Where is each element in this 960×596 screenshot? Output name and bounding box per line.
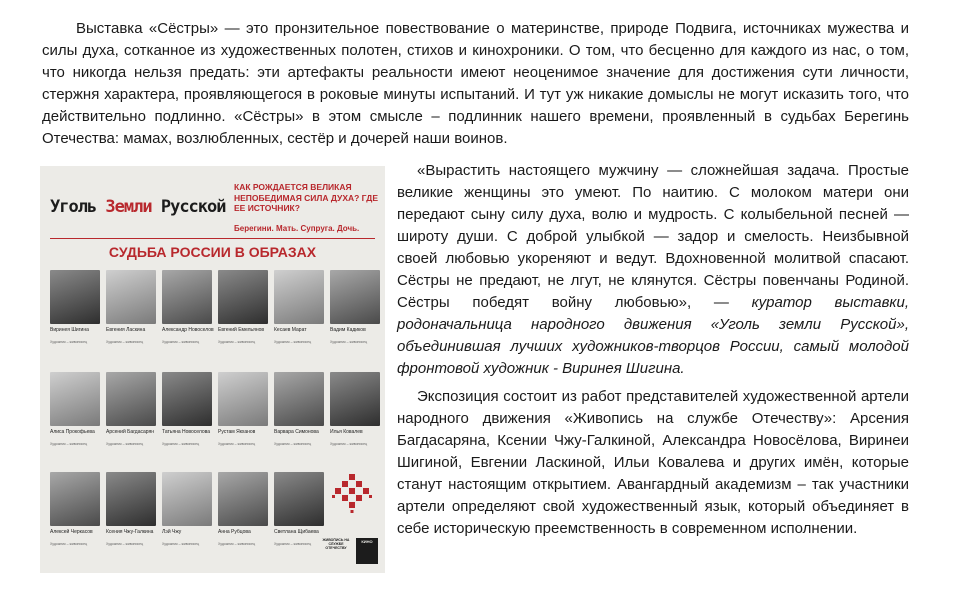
- artist-caption: Художник – живописец: [162, 542, 200, 546]
- artist-photo: [50, 372, 100, 426]
- artist-caption: Художник – живописец: [162, 340, 200, 344]
- artist-caption: Художник – живописец: [274, 542, 312, 546]
- artist-photo: [274, 372, 324, 426]
- artist-name: Илья Ковалев: [330, 429, 363, 435]
- poster-tagline: Берегини. Мать. Супруга. Дочь.: [234, 224, 360, 233]
- artist-card: [218, 270, 270, 344]
- artist-photo: [330, 270, 380, 324]
- artist-photo: [218, 270, 268, 324]
- artist-name: Варвара Симонова: [274, 429, 319, 435]
- artist-caption: Художник – живописец: [106, 340, 144, 344]
- artist-caption: Художник – живописец: [106, 442, 144, 446]
- poster-logo-mark: КИНО: [356, 538, 378, 564]
- artist-card: [50, 372, 102, 446]
- artist-photo: [330, 372, 380, 426]
- exhibition-poster: [40, 166, 385, 573]
- artist-photo: [50, 472, 100, 526]
- artist-card: [330, 372, 382, 446]
- poster-title-part2: Земли: [105, 197, 152, 217]
- exposition-paragraph: Экспозиция состоит из работ представителей художественной артели народного движения «Живопись на службе Отечеству»: Арсения Багдасаряна, Ксении Чжу-Галкиной, Александра Новосёлова, Виринеи Шигиной, Евгении Ласкиной, Ильи Ковалева и других имён, которые станут настоящим открытием. Авангардный академизм – так участники артели определяют свой художественный язык, который объединяет в себе историческую преемственность в современном исполнении.: [397, 388, 909, 537]
- intro-paragraph: Выставка «Сёстры» — это пронзительное повествование о материнстве, природе Подвига, источниках мужества и силы духа, сотканное из художественных полотен, стихов и кинохроники. О том, что бесценно для каждого из нас, о том, что никогда нельзя предать: эти артефакты реальности имеют неоценимое значение для достижения сути личности, стержня характера, проявляющегося в роковые минуты испытаний. И тут уж никакие домыслы не могут исказить того, что действительно подлинно. «Сёстры» в этом смысле – подлинник нашего времени, проявленный в судьбах Берегинь Отечества: мамах, возлюбленных, сестёр и дочерей наши воинов.: [42, 20, 909, 147]
- artist-photo: [50, 270, 100, 324]
- artist-name: Кесаев Марат: [274, 327, 307, 333]
- artist-caption: Художник – живописец: [218, 340, 256, 344]
- artist-caption: Художник – живописец: [274, 340, 312, 344]
- artist-name: Рустам Якханов: [218, 429, 256, 435]
- artist-name: Виринея Шигина: [50, 327, 89, 333]
- artist-card: [162, 372, 214, 446]
- artist-card: [106, 270, 158, 344]
- artist-card: [162, 472, 214, 546]
- quote-attribution: куратор выставки, родоначальница народного движения «Уголь земли Русской», объединившая лучших художников-творцов России, самый молодой фронтовой художник - Виринея Шигина.: [397, 294, 910, 377]
- artist-name: Евгений Емельянов: [218, 327, 265, 333]
- artist-card: [50, 270, 102, 344]
- artist-caption: Художник – живописец: [50, 340, 88, 344]
- artist-card: [274, 472, 326, 546]
- artist-photo: [218, 372, 268, 426]
- artist-name: Татьяна Новоселова: [162, 429, 211, 435]
- ornament-icon: [330, 472, 374, 516]
- artist-caption: Художник – живописец: [50, 442, 88, 446]
- artist-card: [162, 270, 214, 344]
- artist-name: Алексей Черкасов: [50, 529, 93, 535]
- artist-name: Арсений Багдасарян: [106, 429, 154, 435]
- curator-quote: [397, 160, 909, 380]
- poster-question: КАК РОЖДАЕТСЯ ВЕЛИКАЯ НЕПОБЕДИМАЯ СИЛА ДУХА? ГДЕ ЕЕ ИСТОЧНИК?: [234, 182, 379, 213]
- poster-divider: [50, 238, 375, 239]
- artist-caption: Художник – живописец: [274, 442, 312, 446]
- artist-caption: Художник – живописец: [218, 542, 256, 546]
- artist-caption: Художник – живописец: [50, 542, 88, 546]
- artist-name: Евгения Ласкина: [106, 327, 146, 333]
- artist-card: [274, 270, 326, 344]
- artist-name: Анна Рубцова: [218, 529, 251, 535]
- artist-name: Лэй Чжу: [162, 529, 182, 535]
- artist-photo: [218, 472, 268, 526]
- artist-name: Александр Новоселов: [162, 327, 214, 333]
- artist-photo: [274, 472, 324, 526]
- artist-card: [274, 372, 326, 446]
- artist-caption: Художник – живописец: [330, 340, 368, 344]
- artist-name: Ксения Чжу-Галкина: [106, 529, 154, 535]
- artist-card: [50, 472, 102, 546]
- artist-photo: [274, 270, 324, 324]
- artist-photo: [106, 372, 156, 426]
- artist-photo: [162, 270, 212, 324]
- artist-card: [106, 472, 158, 546]
- poster-title-part3: Русской: [151, 197, 226, 217]
- artist-caption: Художник – живописец: [330, 442, 368, 446]
- artist-photo: [106, 472, 156, 526]
- artist-caption: Художник – живописец: [106, 542, 144, 546]
- artist-photo: [162, 472, 212, 526]
- artist-card: [218, 472, 270, 546]
- artist-card: [218, 372, 270, 446]
- poster-title: [50, 178, 226, 236]
- poster-title-part1: Уголь: [50, 197, 106, 217]
- artist-name: Вадим Кадиков: [330, 327, 366, 333]
- poster-logo-text: ЖИВОПИСЬ НА СЛУЖБЕ ОТЕЧЕСТВУ: [322, 538, 350, 550]
- artist-caption: Художник – живописец: [162, 442, 200, 446]
- artist-name: Алиса Прокофьева: [50, 429, 95, 435]
- artist-photo: [162, 372, 212, 426]
- artist-caption: Художник – живописец: [218, 442, 256, 446]
- artist-card: [330, 270, 382, 344]
- quote-text: «Вырастить настоящего мужчину — сложнейшая задача. Простые великие женщины это умеют. По наитию. С молоком матери они передают сыну силу духа, волю и мудрость. С колыбельной песней — широту души. С доброй улыбкой — задор и смелость. Неизбывной своей любовью укореняют и ведут. Вдохновенной молитвой спасают. Сёстры не предают, не лгут, не клянутся. Сёстры повенчаны Родиной. Сёстры победят войну любовью», —: [397, 162, 909, 311]
- artist-photo: [106, 270, 156, 324]
- artist-card: [106, 372, 158, 446]
- poster-heading: СУДЬБА РОССИИ В ОБРАЗАХ: [108, 244, 317, 260]
- artist-name: Светлана Щибаева: [274, 529, 319, 535]
